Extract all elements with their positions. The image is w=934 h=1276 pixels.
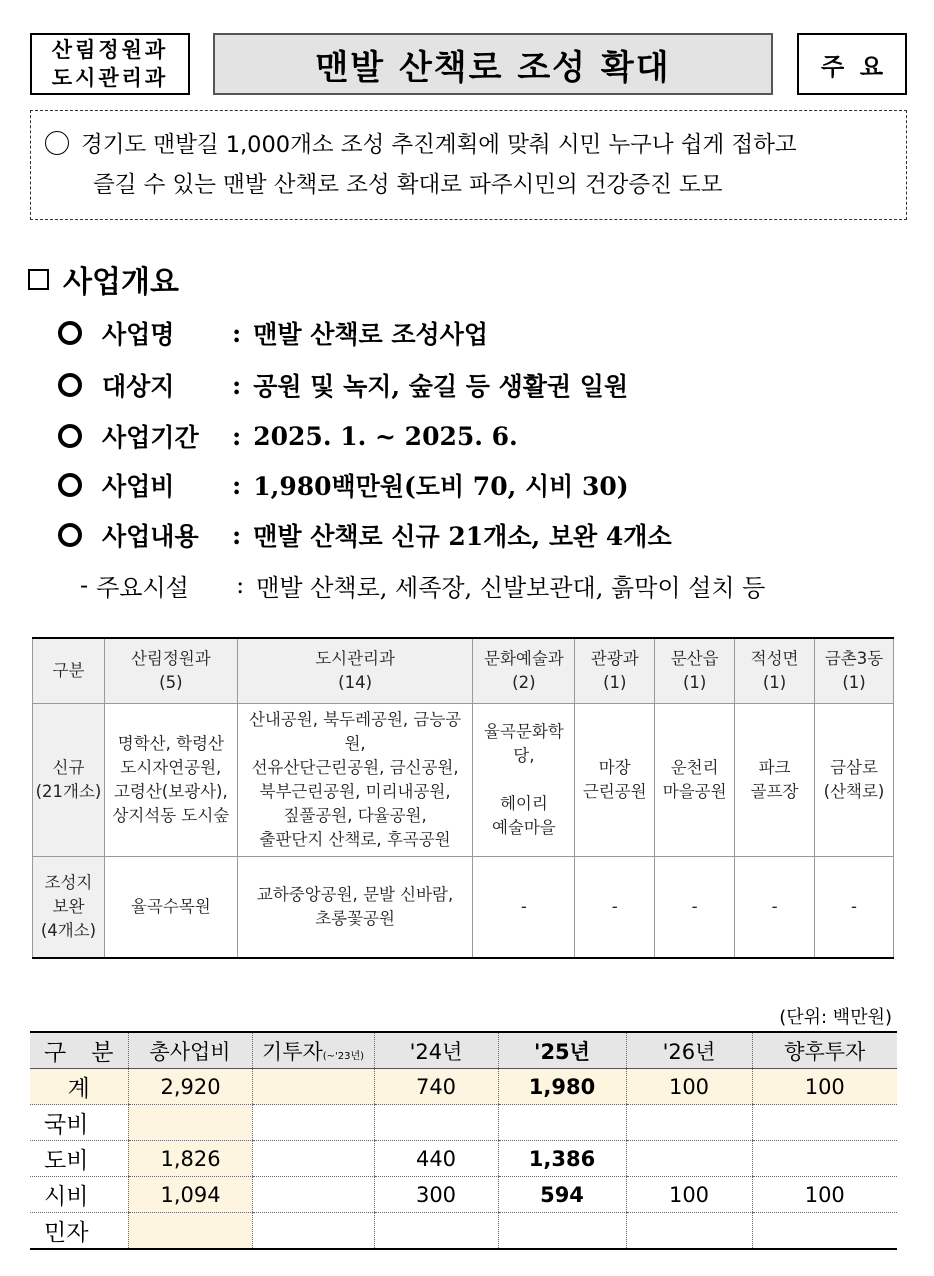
site-table-header: 산림정원과 (5): [104, 638, 237, 704]
budget-cell: [626, 1105, 752, 1141]
site-table-cell: 교하중앙공원, 문발 신바람, 초롱꽃공원: [237, 857, 473, 959]
site-table-cell: -: [735, 857, 815, 959]
ring-bullet-icon: [58, 473, 82, 497]
overview-item-label: 사업명: [102, 320, 175, 349]
site-table-header: 구분: [33, 638, 105, 704]
budget-row-label: 국비: [30, 1105, 128, 1141]
subitem-value: 맨발 산책로, 세족장, 신발보관대, 흙막이 설치 등: [256, 573, 766, 602]
budget-row-label: 계: [30, 1069, 128, 1105]
budget-header-2025: '25년: [498, 1032, 626, 1069]
budget-cell: [374, 1105, 498, 1141]
budget-row-label: 시비: [30, 1177, 128, 1213]
page-title: 맨발 산책로 조성 확대: [213, 33, 773, 95]
site-table-cell: -: [655, 857, 735, 959]
subitem-label: 주요시설: [96, 573, 189, 602]
budget-row: [30, 1141, 897, 1177]
budget-cell: [252, 1141, 374, 1177]
budget-cell: [752, 1105, 897, 1141]
overview-subitem: - 주요시설 : 맨발 산책로, 세족장, 신발보관대, 흙막이 설치 등: [80, 567, 765, 603]
site-table-cell: -: [473, 857, 575, 959]
importance-badge: [797, 33, 907, 95]
budget-cell: [752, 1141, 897, 1177]
site-table-header-row: [33, 638, 894, 704]
site-table-cell: 운천리 마을공원: [655, 704, 735, 857]
overview-item-value: 공원 및 녹지, 숲길 등 생활권 일원: [253, 372, 629, 401]
budget-cell: 594: [498, 1177, 626, 1213]
budget-row: [30, 1177, 897, 1213]
overview-item-label: 사업기간: [102, 423, 199, 452]
overview-item-label: 사업비: [102, 472, 175, 501]
circle-bullet-icon: [45, 131, 69, 155]
site-table-header: 문화예술과 (2): [473, 638, 575, 704]
badge-char-2: 요: [859, 52, 883, 81]
site-table-row-label: 신규 (21개소): [33, 704, 105, 857]
site-table-row-label: 조성지 보완 (4개소): [33, 857, 105, 959]
department-line-1: 산림정원과: [51, 38, 169, 62]
budget-row-total: [30, 1069, 897, 1105]
overview-item-value: 맨발 산책로 조성사업: [253, 320, 488, 349]
ring-bullet-icon: [58, 424, 82, 448]
budget-cell: 2,920: [128, 1069, 252, 1105]
budget-row: [30, 1213, 897, 1250]
subitem-prefix: -: [80, 571, 89, 599]
site-table-cell: 금삼로 (산책로): [815, 704, 894, 857]
budget-cell: [252, 1177, 374, 1213]
budget-header-total: 총사업비: [128, 1032, 252, 1069]
site-table-header: 문산읍 (1): [655, 638, 735, 704]
summary-line-1: 경기도 맨발길 1,000개소 조성 추진계획에 맞춰 시민 누구나 쉽게 접하고: [81, 132, 797, 158]
site-table-cell: 율곡문화학당, 헤이리 예술마을: [473, 704, 575, 857]
budget-cell: [626, 1213, 752, 1250]
overview-item: 사업비 : 1,980백만원(도비 70, 시비 30): [58, 465, 629, 505]
ring-bullet-icon: [58, 523, 82, 547]
budget-header-2026: '26년: [626, 1032, 752, 1069]
summary-box: [30, 110, 907, 220]
budget-header-category: 구 분: [30, 1032, 128, 1069]
budget-cell: [498, 1213, 626, 1250]
budget-cell: 1,980: [498, 1069, 626, 1105]
site-table-header: 관광과 (1): [575, 638, 655, 704]
site-table-cell: 파크 골프장: [735, 704, 815, 857]
budget-header-prior: 기투자(~'23년): [252, 1032, 374, 1069]
overview-item: 사업기간 : 2025. 1. ~ 2025. 6.: [58, 416, 518, 456]
site-table-cell: 산내공원, 북두레공원, 금능공원, 선유산단근린공원, 금신공원, 북부근린공원, 미리내공원, 짚풀공원, 다율공원, 출판단지 산책로, 후곡공원: [237, 704, 473, 857]
site-table-header: 적성면 (1): [735, 638, 815, 704]
budget-cell: 440: [374, 1141, 498, 1177]
budget-cell: [252, 1069, 374, 1105]
budget-table: [30, 1031, 897, 1250]
overview-item-value: 2025. 1. ~ 2025. 6.: [253, 421, 518, 451]
budget-cell: 100: [752, 1069, 897, 1105]
site-table: [32, 637, 894, 959]
overview-item-value: 1,980백만원(도비 70, 시비 30): [253, 472, 629, 501]
budget-cell: [752, 1213, 897, 1250]
budget-cell: 100: [626, 1177, 752, 1213]
budget-cell: 300: [374, 1177, 498, 1213]
site-table-cell: 율곡수목원: [104, 857, 237, 959]
section-heading: [28, 257, 179, 301]
budget-cell: [128, 1105, 252, 1141]
budget-header-2024: '24년: [374, 1032, 498, 1069]
budget-unit-label: (단위: 백만원): [779, 1007, 892, 1028]
budget-cell: [252, 1105, 374, 1141]
site-table-header: 금촌3동 (1): [815, 638, 894, 704]
budget-cell: 1,826: [128, 1141, 252, 1177]
square-bullet-icon: [28, 269, 49, 290]
budget-row-label: 도비: [30, 1141, 128, 1177]
department-line-2: 도시관리과: [51, 66, 169, 90]
budget-row-label: 민자: [30, 1213, 128, 1250]
overview-item-label: 사업내용: [102, 522, 199, 551]
site-table-cell: 마장 근린공원: [575, 704, 655, 857]
summary-line-2: 즐길 수 있는 맨발 산책로 조성 확대로 파주시민의 건강증진 도모: [93, 172, 723, 198]
site-table-cell: -: [815, 857, 894, 959]
budget-header-prior-note: (~'23년): [322, 1050, 365, 1062]
budget-table-header-row: [30, 1032, 897, 1069]
badge-char-1: 주: [821, 52, 845, 81]
budget-cell: 740: [374, 1069, 498, 1105]
budget-cell: [252, 1213, 374, 1250]
budget-row: [30, 1105, 897, 1141]
site-table-header: 도시관리과 (14): [237, 638, 473, 704]
overview-item-label: 대상지: [102, 372, 175, 401]
overview-item-value: 맨발 산책로 신규 21개소, 보완 4개소: [253, 522, 672, 551]
budget-cell: 1,094: [128, 1177, 252, 1213]
section-title: 사업개요: [63, 265, 179, 300]
budget-cell: [128, 1213, 252, 1250]
site-table-cell: 명학산, 학령산 도시자연공원, 고령산(보광사), 상지석동 도시숲: [104, 704, 237, 857]
ring-bullet-icon: [58, 321, 82, 345]
overview-item: 사업명 : 맨발 산책로 조성사업: [58, 313, 488, 353]
ring-bullet-icon: [58, 373, 82, 397]
budget-cell: [374, 1213, 498, 1250]
budget-cell: 100: [752, 1177, 897, 1213]
overview-item: 사업내용 : 맨발 산책로 신규 21개소, 보완 4개소: [58, 515, 672, 555]
site-table-row: [33, 704, 894, 857]
budget-header-future: 향후투자: [752, 1032, 897, 1069]
budget-cell: 1,386: [498, 1141, 626, 1177]
budget-cell: [626, 1141, 752, 1177]
department-box: [30, 33, 190, 95]
budget-cell: [498, 1105, 626, 1141]
overview-item: 대상지 : 공원 및 녹지, 숲길 등 생활권 일원: [58, 365, 628, 405]
site-table-cell: -: [575, 857, 655, 959]
budget-cell: 100: [626, 1069, 752, 1105]
site-table-row: [33, 857, 894, 959]
